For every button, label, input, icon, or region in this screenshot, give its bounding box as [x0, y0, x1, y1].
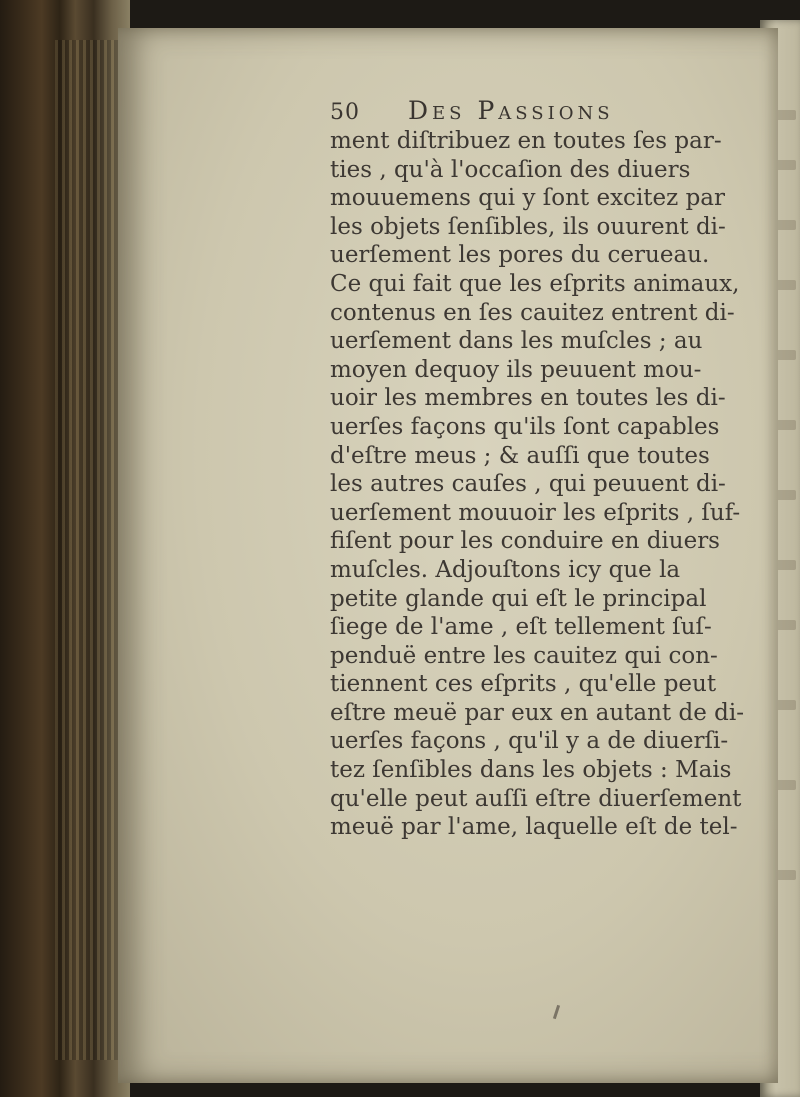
text-line: d'eſtre meus ; & auſſi que toutes — [330, 442, 710, 469]
text-line: ties , qu'à l'occaſion des diuers — [330, 156, 691, 183]
page-header — [330, 96, 750, 125]
text-line: tiennent ces eſprits , qu'elle peut — [330, 671, 717, 698]
text-line: moyen dequoy ils peuuent mou- — [330, 356, 702, 383]
book-binding — [0, 0, 130, 1097]
body-text — [330, 127, 750, 842]
text-line: les objets ſenſibles, ils ouurent di- — [330, 213, 726, 240]
page-number: 50 — [330, 100, 360, 125]
text-line: uerſes façons qu'ils ſont capables — [330, 413, 720, 440]
text-line: eſtre meuë par eux en autant de di- — [330, 699, 744, 726]
text-line: uerſement les pores du cerueau. — [330, 242, 710, 269]
text-line: uerſement dans les muſcles ; au — [330, 328, 703, 355]
text-line: meuë par l'ame, laquelle eſt de tel- — [330, 814, 738, 841]
text-line: uerſes façons , qu'il y a de diuerſi- — [330, 728, 729, 755]
text-line: petite glande qui eſt le principal — [330, 585, 707, 612]
text-line: muſcles. Adjouſtons icy que la — [330, 556, 681, 583]
text-line: fiſent pour les conduire en diuers — [330, 528, 720, 555]
text-line: Ce qui fait que les eſprits animaux, — [330, 270, 740, 297]
text-line: qu'elle peut auſſi eſtre diuerſement — [330, 785, 742, 812]
text-line: ment diſtribuez en toutes ſes par- — [330, 128, 722, 154]
text-line: les autres cauſes , qui peuuent di- — [330, 471, 726, 498]
text-line: tez ſenſibles dans les objets : Mais — [330, 757, 732, 784]
text-line: contenus en ſes cauitez entrent di- — [330, 299, 735, 326]
text-line: mouuemens qui y ſont excitez par — [330, 185, 726, 212]
binding-page-edges — [55, 40, 125, 1060]
text-line: uoir les membres en toutes les di- — [330, 385, 726, 412]
text-line: uerſement mouuoir les eſprits , ſuf- — [330, 499, 741, 526]
text-line: penduë entre les cauitez qui con- — [330, 642, 718, 669]
text-line: ſiege de l'ame , eſt tellement ſuſ- — [330, 614, 712, 641]
running-title: Des Passions — [408, 96, 614, 125]
